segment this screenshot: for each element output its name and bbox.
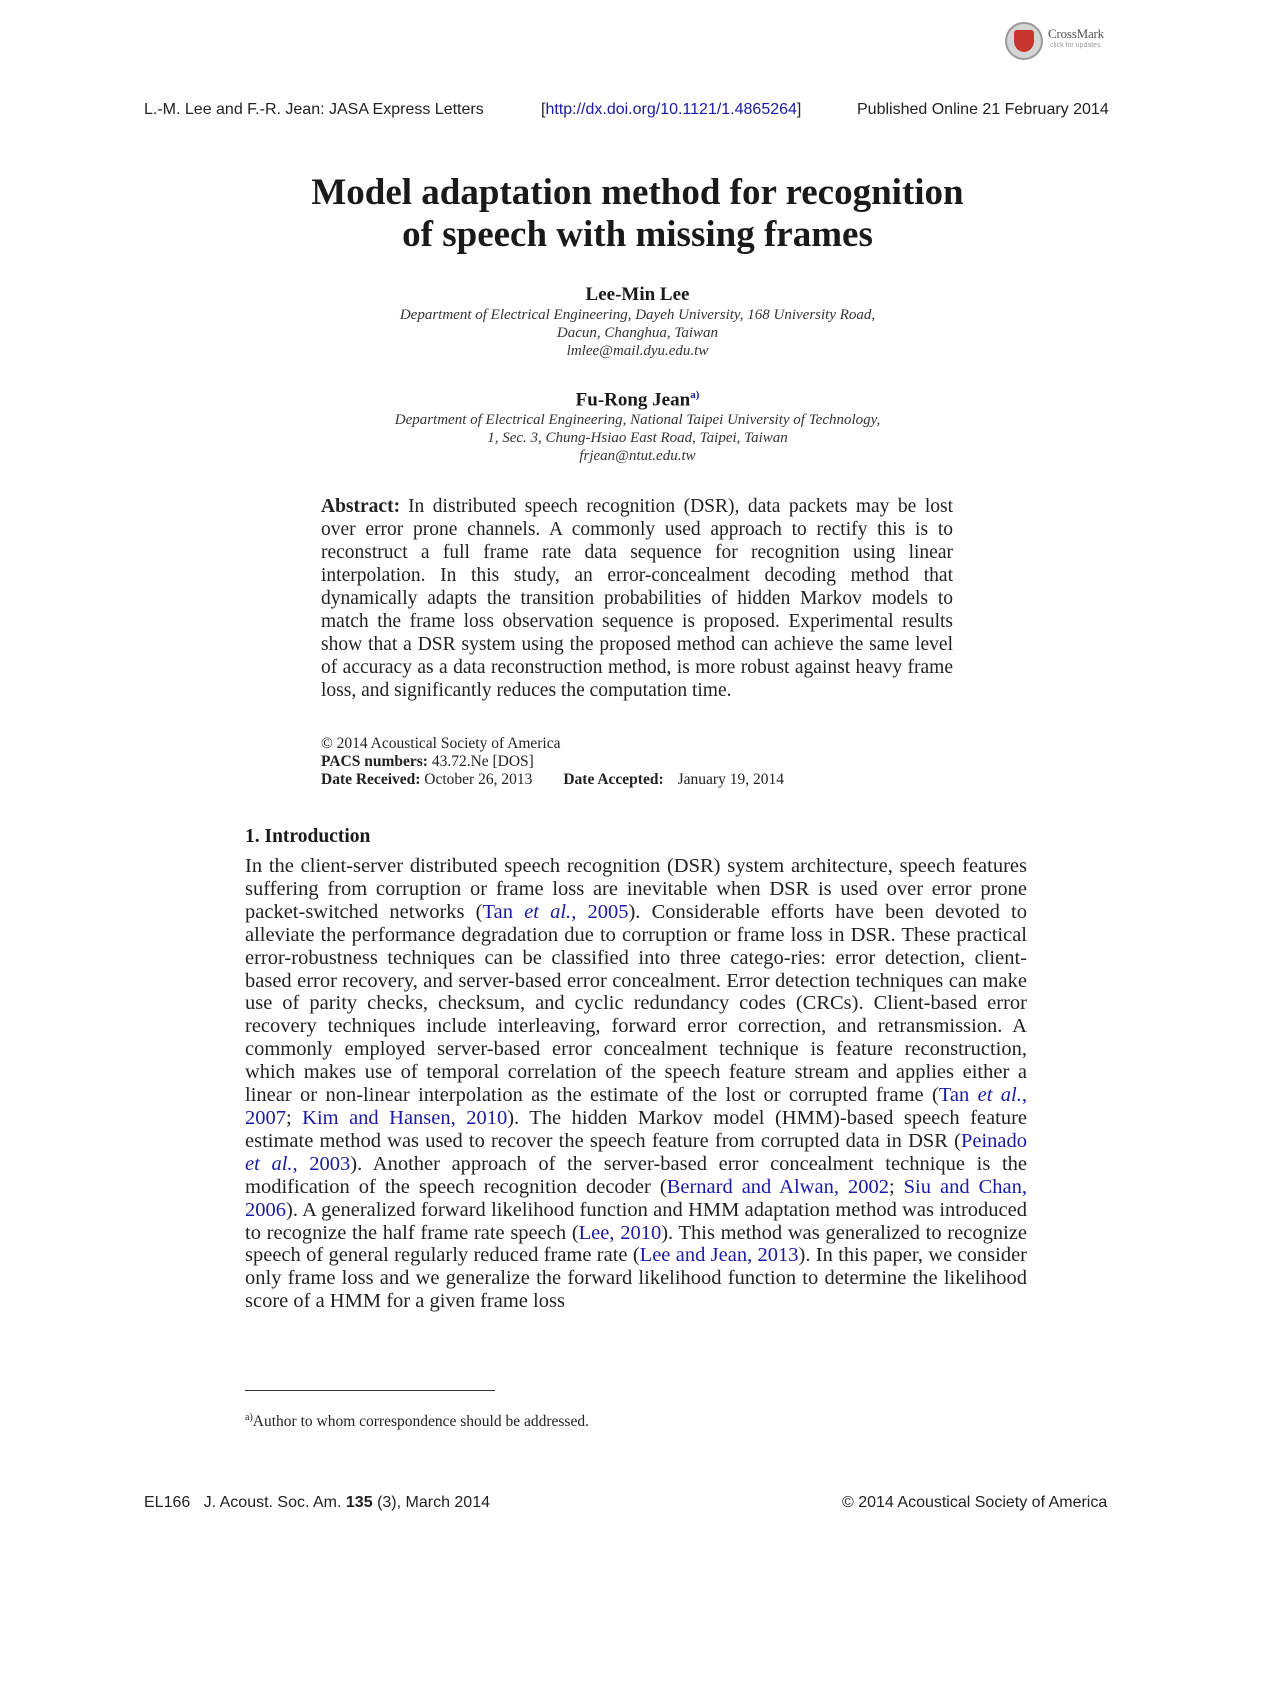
citation-kim-hansen-2010[interactable]: Kim and Hansen, 2010 bbox=[302, 1106, 508, 1129]
intro-text: ). Considerable efforts have been devoted to alleviate the performance degradation due to corruption or frame loss in DSR. These practical error-robustness techniques can be classified into three catego-ries: error detection, client-based error recovery, and server-based error concealment. Error detection techniques can make use of parity checks, checksum, and cyclic redundancy codes (CRCs). Client-based error recovery techniques include interleaving, forward error correction, and retransmission. A commonly employed server-based error concealment technique is feature reconstruction, which makes use of temporal correlation of the speech feature stream and applies either a linear or non-linear interpolation as the estimate of the lost or corrupted frame ( bbox=[245, 900, 1027, 1107]
crossmark-label: CrossMark bbox=[1048, 26, 1104, 41]
received-value: October 26, 2013 bbox=[424, 771, 533, 788]
author-1-email[interactable]: lmlee@mail.dyu.edu.tw bbox=[566, 343, 709, 359]
citation-bernard-alwan-2002[interactable]: Bernard and Alwan, 2002 bbox=[666, 1175, 889, 1198]
abstract bbox=[321, 495, 953, 702]
running-header-doi[interactable]: [http://dx.doi.org/10.1121/1.4865264] bbox=[541, 101, 802, 118]
journal-name: J. Acoust. Soc. Am. bbox=[203, 1494, 342, 1511]
citation-tan-2007[interactable]: Tan et al., 2007 bbox=[245, 1084, 1027, 1129]
author-2-affiliation bbox=[0, 411, 1275, 465]
journal-issue: (3), March 2014 bbox=[377, 1494, 490, 1511]
crossmark-sublabel: click for updates bbox=[1050, 42, 1101, 49]
citation-tan-2005[interactable]: Tan et al., 2005 bbox=[482, 900, 629, 923]
footer-citation bbox=[144, 1494, 490, 1512]
abstract-text: In distributed speech recognition (DSR), data packets may be lost over error prone channels. A commonly used approach to rectify this is to reconstruct a full frame rate data sequence for recognition using linear interpolation. In this study, an error-concealment decoding method that dynamically adapts the transition probabilities of hidden Markov models to match the frame loss observation sequence is proposed. Experimental results show that a DSR system using the proposed method can achieve the same level of accuracy as a data reconstruction method, is more robust against heavy frame loss, and significantly reduces the computation time. bbox=[321, 496, 953, 701]
footnote bbox=[245, 1412, 589, 1431]
crossmark-icon bbox=[1005, 22, 1043, 60]
author-2-affil-line-2: 1, Sec. 3, Chung-Hsiao East Road, Taipei, Taiwan bbox=[487, 430, 788, 446]
author-2-affil-line-1: Department of Electrical Engineering, National Taipei University of Technology, bbox=[394, 412, 881, 428]
pacs-value: 43.72.Ne [DOS] bbox=[431, 753, 534, 770]
author-1-affil-line-2: Dacun, Changhua, Taiwan bbox=[556, 325, 719, 341]
author-2-email[interactable]: frjean@ntut.edu.tw bbox=[579, 448, 696, 464]
accepted-label: Date Accepted: bbox=[563, 771, 664, 788]
footer-copyright: © 2014 Acoustical Society of America bbox=[842, 1494, 1108, 1511]
citation-siu-chan-2006[interactable]: Siu and Chan, 2006 bbox=[245, 1175, 1027, 1221]
citation-peinado-2003[interactable]: Peinado et al., 2003 bbox=[245, 1129, 1027, 1175]
intro-text: ). Another approach of the server-based error concealment technique is the modification of the speech recognition decoder ( bbox=[245, 1152, 1027, 1198]
doi-link[interactable]: http://dx.doi.org/10.1121/1.4865264 bbox=[545, 101, 797, 118]
accepted-value: January 19, 2014 bbox=[677, 771, 784, 788]
citation-lee-2010[interactable]: Lee, 2010 bbox=[578, 1221, 662, 1244]
citation-separator: ; bbox=[286, 1106, 303, 1129]
intro-text: In the client-server distributed speech recognition (DSR) system architecture, speech features suffering from corruption or frame loss are inevitable when DSR is used over error prone packet-switched networks ( bbox=[245, 855, 1027, 923]
pacs-label: PACS numbers: bbox=[321, 753, 428, 770]
page-number: EL166 bbox=[144, 1494, 191, 1511]
footnote-rule bbox=[245, 1390, 495, 1391]
title-line-2: of speech with missing frames bbox=[402, 214, 873, 255]
citation-lee-jean-2013[interactable]: Lee and Jean, 2013 bbox=[639, 1244, 799, 1267]
received-label: Date Received: bbox=[321, 771, 421, 788]
journal-volume: 135 bbox=[345, 1494, 373, 1511]
footnote-marker-link[interactable]: a) bbox=[690, 389, 700, 401]
copyright-line: © 2014 Acoustical Society of America bbox=[321, 735, 561, 752]
running-header-authors: L.-M. Lee and F.-R. Jean: JASA Express Letters bbox=[144, 101, 484, 118]
author-1-affiliation bbox=[0, 306, 1275, 360]
dates-line bbox=[321, 771, 784, 789]
author-2-name: Fu-Rong Jean bbox=[575, 389, 691, 411]
footnote-marker: a) bbox=[245, 1412, 253, 1423]
article-metadata bbox=[321, 735, 784, 789]
intro-text: ). The hidden Markov model (HMM)-based speech feature estimate method was used to recover the speech feature from corrupted data in DSR ( bbox=[245, 1106, 1027, 1152]
footnote-text: Author to whom correspondence should be addressed. bbox=[252, 1413, 589, 1431]
intro-text: ). A generalized forward likelihood function and HMM adaptation method was introduced to recognize the half frame rate speech ( bbox=[245, 1198, 1027, 1244]
paper-title bbox=[0, 172, 1275, 256]
title-line-1: Model adaptation method for recognition bbox=[311, 172, 964, 213]
section-heading-introduction: 1. Introduction bbox=[245, 826, 371, 847]
citation-separator: ; bbox=[888, 1175, 904, 1198]
author-2-name-block bbox=[0, 389, 1275, 411]
running-header-published: Published Online 21 February 2014 bbox=[857, 101, 1109, 118]
author-1-affil-line-1: Department of Electrical Engineering, Dayeh University, 168 University Road, bbox=[399, 307, 876, 323]
pacs-line bbox=[321, 753, 784, 771]
intro-text: ). In this paper, we consider only frame loss and we generalize the forward likelihood function to determine the likelihood score of a HMM for a given frame loss bbox=[245, 1244, 1027, 1313]
author-1-name: Lee-Min Lee bbox=[585, 284, 690, 305]
abstract-label: Abstract: bbox=[321, 496, 401, 517]
introduction-paragraph bbox=[245, 855, 1027, 1313]
intro-text: ). This method was generalized to recognize speech of general regularly reduced frame rate ( bbox=[245, 1221, 1027, 1267]
crossmark-logo[interactable] bbox=[1005, 18, 1115, 62]
